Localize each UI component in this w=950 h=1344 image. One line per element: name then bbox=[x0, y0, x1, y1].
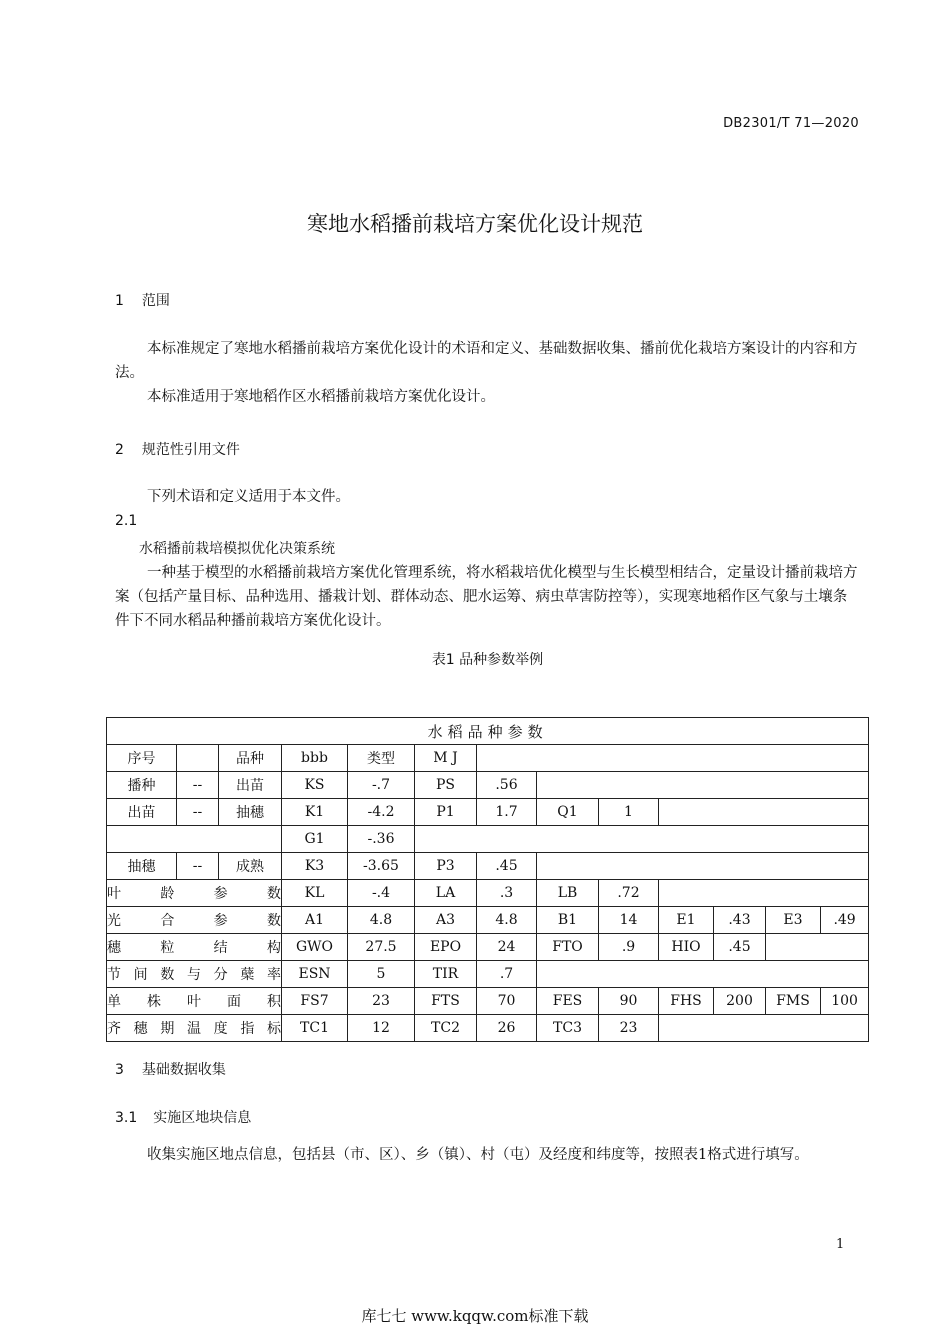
table-cell: E1 bbox=[659, 907, 714, 934]
footer-watermark: 库七七 www.kqqw.com标准下载 bbox=[361, 1307, 589, 1325]
table-cell bbox=[415, 826, 869, 853]
table-cell: -3.65 bbox=[348, 853, 415, 880]
table-cell: .45 bbox=[714, 934, 766, 961]
table-cell: FES bbox=[537, 988, 599, 1015]
table-cell: 1.7 bbox=[477, 799, 537, 826]
table-cell: 叶龄参数 bbox=[107, 880, 282, 907]
table-cell: TC1 bbox=[282, 1015, 348, 1042]
paragraph: 下列术语和定义适用于本文件。 bbox=[147, 489, 350, 505]
table-cell: TC3 bbox=[537, 1015, 599, 1042]
paragraph: 收集实施区地点信息，包括县（市、区）、乡（镇）、村（屯）及经度和纬度等，按照表1格式进行填写。 bbox=[147, 1147, 809, 1163]
table-cell: FTS bbox=[415, 988, 477, 1015]
table-row bbox=[107, 961, 869, 988]
table-cell: 序号 bbox=[107, 745, 177, 772]
table-cell: 26 bbox=[477, 1015, 537, 1042]
section-3-heading bbox=[115, 1059, 226, 1079]
table-cell: 1 bbox=[599, 799, 659, 826]
section-title: 范围 bbox=[141, 293, 170, 309]
table-cell bbox=[659, 799, 869, 826]
table-cell: .45 bbox=[477, 853, 537, 880]
table-cell: FHS bbox=[659, 988, 714, 1015]
table-cell: -- bbox=[177, 853, 219, 880]
variety-parameter-table bbox=[106, 717, 868, 1042]
table-cell: LB bbox=[537, 880, 599, 907]
table-cell: 播种 bbox=[107, 772, 177, 799]
section-title: 基础数据收集 bbox=[141, 1062, 226, 1078]
table-cell: A1 bbox=[282, 907, 348, 934]
table-cell: 4.8 bbox=[477, 907, 537, 934]
table-cell: 200 bbox=[714, 988, 766, 1015]
term-definition: 一种基于模型的水稻播前栽培方案优化管理系统，将水稻栽培优化模型与生长模型相结合，定量设计播前栽培方案（包括产量目标、品种选用、播栽计划、群体动态、肥水运筹、病虫草害防控等），实现寒地稻作区气象与土壤条件下不同水稻品种播前栽培方案优化设计。 bbox=[115, 565, 858, 629]
table-cell: 27.5 bbox=[348, 934, 415, 961]
table-cell: GWO bbox=[282, 934, 348, 961]
table-cell: .43 bbox=[714, 907, 766, 934]
table-cell bbox=[537, 961, 869, 988]
table-cell: 23 bbox=[599, 1015, 659, 1042]
table-cell: FS7 bbox=[282, 988, 348, 1015]
table-row bbox=[107, 1015, 869, 1042]
table-cell: 品种 bbox=[219, 745, 282, 772]
table-cell: -4.2 bbox=[348, 799, 415, 826]
table-cell bbox=[537, 853, 869, 880]
table-cell: P1 bbox=[415, 799, 477, 826]
table-cell: Q1 bbox=[537, 799, 599, 826]
table-cell: 齐穗期温度指标 bbox=[107, 1015, 282, 1042]
table-cell: A3 bbox=[415, 907, 477, 934]
table-cell bbox=[107, 826, 282, 853]
table-row bbox=[107, 880, 869, 907]
table-cell: 5 bbox=[348, 961, 415, 988]
table-cell: G1 bbox=[282, 826, 348, 853]
subsection-title: 实施区地块信息 bbox=[153, 1110, 252, 1126]
section-number: 1 bbox=[115, 293, 124, 309]
table-cell bbox=[659, 1015, 869, 1042]
section-2-heading bbox=[115, 439, 240, 459]
table-cell: 出苗 bbox=[107, 799, 177, 826]
table-cell bbox=[537, 772, 869, 799]
table-cell: .9 bbox=[599, 934, 659, 961]
table-cell: 23 bbox=[348, 988, 415, 1015]
table-cell: TIR bbox=[415, 961, 477, 988]
table-cell: .56 bbox=[477, 772, 537, 799]
table-row bbox=[107, 799, 869, 826]
table-row bbox=[107, 934, 869, 961]
table-cell: 90 bbox=[599, 988, 659, 1015]
table-cell: 抽穗 bbox=[107, 853, 177, 880]
table-cell: .72 bbox=[599, 880, 659, 907]
standard-code: DB2301/T 71—2020 bbox=[723, 116, 859, 131]
table-cell: FMS bbox=[766, 988, 821, 1015]
table-cell: bbb bbox=[282, 745, 348, 772]
table-cell: TC2 bbox=[415, 1015, 477, 1042]
table-header: 水稻品种参数 bbox=[107, 718, 869, 745]
table-row bbox=[107, 772, 869, 799]
table-cell: P3 bbox=[415, 853, 477, 880]
table-cell: FTO bbox=[537, 934, 599, 961]
table-row bbox=[107, 907, 869, 934]
table-row bbox=[107, 988, 869, 1015]
paragraph: 本标准规定了寒地水稻播前栽培方案优化设计的术语和定义、基础数据收集、播前优化栽培方案设计的内容和方法。 bbox=[115, 341, 858, 381]
table-cell: K3 bbox=[282, 853, 348, 880]
table-row bbox=[107, 745, 869, 772]
page-number: 1 bbox=[836, 1237, 845, 1252]
table-cell: .7 bbox=[477, 961, 537, 988]
subsection-number: 3.1 bbox=[115, 1110, 138, 1126]
table-cell: 4.8 bbox=[348, 907, 415, 934]
table-cell: E3 bbox=[766, 907, 821, 934]
table-cell bbox=[766, 934, 869, 961]
table-cell: .49 bbox=[821, 907, 869, 934]
table-cell: 24 bbox=[477, 934, 537, 961]
table-cell bbox=[659, 880, 869, 907]
table-cell: 穗粒结构 bbox=[107, 934, 282, 961]
table-cell: 类型 bbox=[348, 745, 415, 772]
table-cell: 出苗 bbox=[219, 772, 282, 799]
table-cell: EPO bbox=[415, 934, 477, 961]
table-cell: -- bbox=[177, 772, 219, 799]
table-row bbox=[107, 826, 869, 853]
table-cell: .3 bbox=[477, 880, 537, 907]
table-caption: 表1 品种参数举例 bbox=[431, 652, 544, 668]
table-cell: K1 bbox=[282, 799, 348, 826]
section-title: 规范性引用文件 bbox=[141, 442, 240, 458]
table-cell: -- bbox=[177, 799, 219, 826]
table-cell: 节间数与分蘖率 bbox=[107, 961, 282, 988]
table-cell: PS bbox=[415, 772, 477, 799]
table-cell: 单株叶面积 bbox=[107, 988, 282, 1015]
table-cell: -.36 bbox=[348, 826, 415, 853]
document-title: 寒地水稻播前栽培方案优化设计规范 bbox=[307, 212, 643, 236]
table-cell: B1 bbox=[537, 907, 599, 934]
section-1-heading bbox=[115, 290, 170, 310]
subsection-3-1-heading bbox=[115, 1107, 251, 1127]
table-cell: 12 bbox=[348, 1015, 415, 1042]
section-number: 2 bbox=[115, 442, 124, 458]
table-cell: LA bbox=[415, 880, 477, 907]
table-cell: 70 bbox=[477, 988, 537, 1015]
table-row bbox=[107, 853, 869, 880]
table-row bbox=[107, 718, 869, 745]
table-cell: 成熟 bbox=[219, 853, 282, 880]
table-cell: HIO bbox=[659, 934, 714, 961]
table-cell bbox=[177, 745, 219, 772]
table-cell: KS bbox=[282, 772, 348, 799]
table-cell: 抽穗 bbox=[219, 799, 282, 826]
table-cell: ESN bbox=[282, 961, 348, 988]
table-cell: 光合参数 bbox=[107, 907, 282, 934]
table-cell: -.7 bbox=[348, 772, 415, 799]
table-cell: M J bbox=[415, 745, 477, 772]
subsection-number: 2.1 bbox=[115, 513, 138, 529]
table-cell: 14 bbox=[599, 907, 659, 934]
table-cell: -.4 bbox=[348, 880, 415, 907]
term-title: 水稻播前栽培模拟优化决策系统 bbox=[139, 541, 335, 557]
table-cell: KL bbox=[282, 880, 348, 907]
table-cell bbox=[477, 745, 869, 772]
section-number: 3 bbox=[115, 1062, 124, 1078]
paragraph: 本标准适用于寒地稻作区水稻播前栽培方案优化设计。 bbox=[147, 389, 495, 405]
table-cell: 100 bbox=[821, 988, 869, 1015]
